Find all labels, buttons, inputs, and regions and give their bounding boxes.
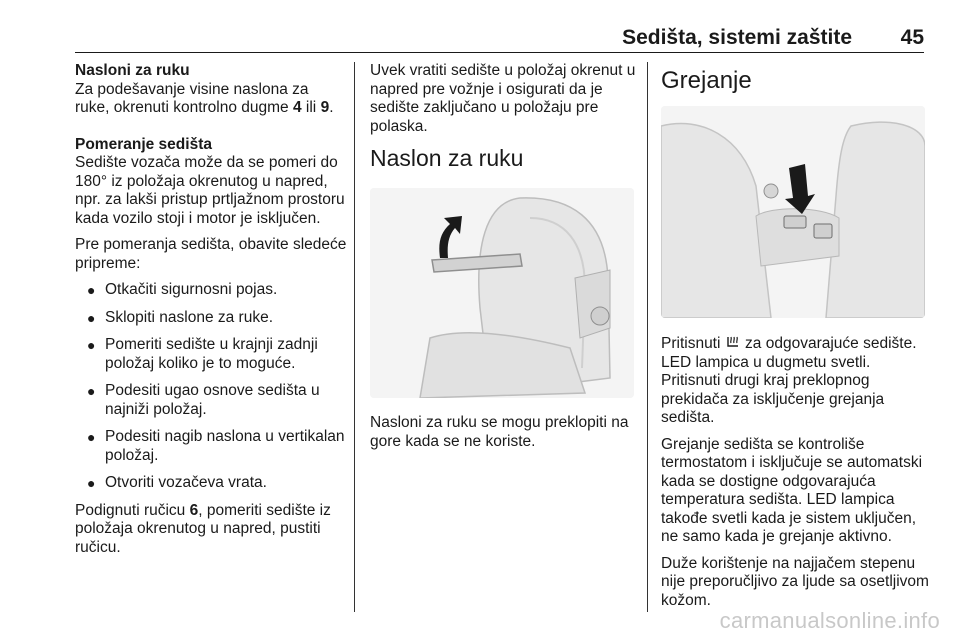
prep-list — [75, 281, 347, 493]
heating-heading: Grejanje — [661, 67, 752, 94]
list-item: ● Otvoriti vozačeva vrata. — [87, 474, 267, 491]
page-title: Sedišta, sistemi zaštite — [622, 26, 852, 49]
list-item: ● Pomeriti sedište u krajnji zadnji položaj koliko je to moguće. — [87, 336, 318, 372]
list-item: ● Sklopiti naslone za ruke. — [87, 308, 274, 326]
press-paragraph: Pritisnuti za odgovarajuće sedište. LED lampica u dugmetu svetli. Pritisnuti drugi kraj preklopnog prekidača za isključenje grejanja sedišta. — [661, 335, 917, 426]
swivel-paragraph: Sedište vozača može da se pomeri do 180° iz položaja okrenutog u napred, npr. za lakši pristup prtljažnom prostoru kada vozilo stoji i motor je isključen. — [75, 154, 345, 227]
prep-paragraph: Pre pomeranja sedišta, obavite sledeće pripreme: — [75, 236, 347, 272]
swivel-heading: Pomeranje sedišta — [75, 135, 212, 153]
column-divider-2 — [647, 62, 648, 612]
column-divider-1 — [354, 62, 355, 612]
heating-illustration — [661, 106, 925, 318]
armrest-adjust-heading: Nasloni za ruku — [75, 62, 190, 79]
armrest-caption: Nasloni za ruku se mogu preklopiti na gore kada se ne koriste. — [370, 414, 629, 450]
column-1 — [75, 62, 347, 565]
seat-heat-icon — [725, 334, 741, 350]
list-item: ● Podesiti ugao osnove sedišta u najniži položaj. — [87, 382, 320, 418]
long-use-paragraph: Duže korištenje na najjačem stepenu nije preporučljivo za ljude sa osetljivom kožom. — [661, 554, 929, 609]
return-paragraph: Uvek vratiti sedište u položaj okrenut u napred pre vožnje i osigurati da je sedište zaključano u položaju pre polaska. — [370, 62, 636, 135]
page-header — [75, 26, 924, 53]
list-item: ● Podesiti nagib naslona u vertikalan položaj. — [87, 428, 345, 464]
list-item: ● Otkačiti sigurnosni pojas. — [87, 281, 278, 298]
armrest-illustration — [370, 188, 634, 398]
lever-paragraph: Podignuti ručicu 6, pomeriti sedište iz položaja okrenutog u napred, pustiti ručicu. — [75, 501, 331, 556]
armrest-heading: Naslon za ruku — [370, 145, 524, 171]
armrest-adjust-paragraph: Za podešavanje visine naslona za ruke, okrenuti kontrolno dugme 4 ili 9. — [75, 80, 334, 116]
thermo-paragraph: Grejanje sedišta se kontroliše termostatom i isključuje se automatski kada se dostigne odgovarajuća temperatura sedišta. LED lampica takođe svetli kada je sistem uključen, ne samo kada je grejanje aktivno. — [661, 435, 923, 545]
column-3 — [661, 62, 929, 618]
page-number: 45 — [900, 26, 924, 49]
watermark: carmanualsonline.info — [719, 608, 940, 633]
column-2 — [370, 62, 636, 459]
